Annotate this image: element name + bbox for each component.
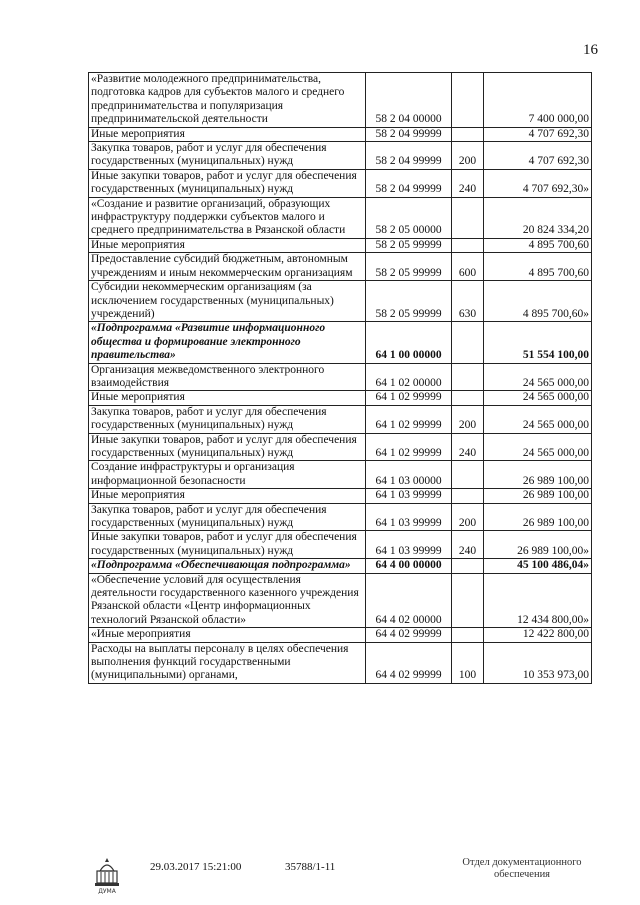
table-row bbox=[89, 253, 592, 281]
row-type-cell bbox=[452, 127, 484, 141]
row-type-cell bbox=[452, 628, 484, 642]
row-name-cell: Иные мероприятия bbox=[89, 391, 366, 405]
table-row bbox=[89, 127, 592, 141]
row-code-cell: 58 2 04 00000 bbox=[366, 73, 452, 128]
row-code-cell: 64 1 02 99999 bbox=[366, 391, 452, 405]
footer-doc-number: 35788/1-11 bbox=[285, 861, 336, 873]
row-amount-cell: 4 895 700,60 bbox=[484, 253, 592, 281]
table-row bbox=[89, 642, 592, 683]
row-amount-cell: 26 989 100,00 bbox=[484, 461, 592, 489]
row-amount-cell: 12 434 800,00» bbox=[484, 573, 592, 628]
row-code-cell: 58 2 04 99999 bbox=[366, 142, 452, 170]
row-code-cell: 58 2 05 99999 bbox=[366, 238, 452, 252]
row-name-cell: Закупка товаров, работ и услуг для обеспечения государственных (муниципальных) нужд bbox=[89, 405, 366, 433]
row-code-cell: 64 4 00 00000 bbox=[366, 559, 452, 573]
row-name-cell: Создание инфраструктуры и организация информационной безопасности bbox=[89, 461, 366, 489]
table-row bbox=[89, 197, 592, 238]
row-type-cell bbox=[452, 238, 484, 252]
table-row bbox=[89, 142, 592, 170]
table-row bbox=[89, 281, 592, 322]
row-amount-cell: 26 989 100,00» bbox=[484, 531, 592, 559]
row-name-cell: Закупка товаров, работ и услуг для обеспечения государственных (муниципальных) нужд bbox=[89, 142, 366, 170]
row-code-cell: 64 1 03 99999 bbox=[366, 503, 452, 531]
row-name-cell: «Обеспечение условий для осуществления деятельности государственного казенного учреждения Рязанской области «Центр информационных технологий Рязанской области» bbox=[89, 573, 366, 628]
row-name-cell: Иные мероприятия bbox=[89, 238, 366, 252]
table-row bbox=[89, 391, 592, 405]
row-amount-cell: 24 565 000,00 bbox=[484, 391, 592, 405]
row-code-cell: 58 2 04 99999 bbox=[366, 127, 452, 141]
table-row bbox=[89, 405, 592, 433]
row-amount-cell: 4 707 692,30 bbox=[484, 142, 592, 170]
row-code-cell: 64 4 02 99999 bbox=[366, 642, 452, 683]
row-code-cell: 64 1 00 00000 bbox=[366, 322, 452, 363]
table-row bbox=[89, 169, 592, 197]
row-amount-cell: 4 895 700,60 bbox=[484, 238, 592, 252]
row-code-cell: 58 2 05 99999 bbox=[366, 253, 452, 281]
row-code-cell: 64 1 02 00000 bbox=[366, 363, 452, 391]
row-type-cell: 200 bbox=[452, 405, 484, 433]
row-amount-cell: 24 565 000,00 bbox=[484, 405, 592, 433]
row-type-cell: 200 bbox=[452, 142, 484, 170]
logo-text: ДУМА bbox=[98, 888, 116, 895]
row-code-cell: 58 2 05 00000 bbox=[366, 197, 452, 238]
row-type-cell bbox=[452, 461, 484, 489]
row-type-cell bbox=[452, 489, 484, 503]
row-amount-cell: 45 100 486,04» bbox=[484, 559, 592, 573]
row-amount-cell: 20 824 334,20 bbox=[484, 197, 592, 238]
budget-table-body bbox=[89, 73, 592, 684]
row-name-cell: Организация межведомственного электронного взаимодействия bbox=[89, 363, 366, 391]
row-code-cell: 58 2 04 99999 bbox=[366, 169, 452, 197]
row-type-cell: 200 bbox=[452, 503, 484, 531]
row-type-cell: 240 bbox=[452, 433, 484, 461]
row-code-cell: 64 1 02 99999 bbox=[366, 405, 452, 433]
row-type-cell bbox=[452, 573, 484, 628]
row-code-cell: 64 1 03 00000 bbox=[366, 461, 452, 489]
row-name-cell: Иные закупки товаров, работ и услуг для обеспечения государственных (муниципальных) нужд bbox=[89, 169, 366, 197]
budget-table bbox=[88, 72, 592, 684]
table-row bbox=[89, 461, 592, 489]
row-type-cell bbox=[452, 559, 484, 573]
footer-date: 29.03.2017 15:21:00 bbox=[150, 861, 242, 873]
row-type-cell bbox=[452, 391, 484, 405]
row-name-cell: Иные закупки товаров, работ и услуг для обеспечения государственных (муниципальных) нужд bbox=[89, 531, 366, 559]
row-amount-cell: 24 565 000,00 bbox=[484, 363, 592, 391]
row-type-cell bbox=[452, 322, 484, 363]
row-name-cell: «Иные мероприятия bbox=[89, 628, 366, 642]
table-row bbox=[89, 489, 592, 503]
table-row bbox=[89, 559, 592, 573]
table-row bbox=[89, 573, 592, 628]
row-amount-cell: 51 554 100,00 bbox=[484, 322, 592, 363]
row-code-cell: 64 1 03 99999 bbox=[366, 489, 452, 503]
row-amount-cell: 10 353 973,00 bbox=[484, 642, 592, 683]
row-type-cell bbox=[452, 197, 484, 238]
footer-department: Отдел документационного обеспечения bbox=[462, 857, 582, 880]
row-amount-cell: 7 400 000,00 bbox=[484, 73, 592, 128]
row-code-cell: 64 4 02 99999 bbox=[366, 628, 452, 642]
table-row bbox=[89, 628, 592, 642]
row-name-cell: «Подпрограмма «Развитие информационного общества и формирование электронного правительства» bbox=[89, 322, 366, 363]
row-amount-cell: 26 989 100,00 bbox=[484, 503, 592, 531]
row-name-cell: «Создание и развитие организаций, образующих инфраструктуру поддержки субъектов малого и среднего предпринимательства в Рязанской области bbox=[89, 197, 366, 238]
row-amount-cell: 12 422 800,00 bbox=[484, 628, 592, 642]
row-name-cell: Иные закупки товаров, работ и услуг для обеспечения государственных (муниципальных) нужд bbox=[89, 433, 366, 461]
row-amount-cell: 4 707 692,30» bbox=[484, 169, 592, 197]
row-type-cell: 600 bbox=[452, 253, 484, 281]
row-code-cell: 58 2 05 99999 bbox=[366, 281, 452, 322]
table-row bbox=[89, 503, 592, 531]
table-row bbox=[89, 322, 592, 363]
table-row bbox=[89, 238, 592, 252]
duma-logo bbox=[92, 855, 122, 895]
row-type-cell: 240 bbox=[452, 531, 484, 559]
row-name-cell: Расходы на выплаты персоналу в целях обеспечения выполнения функций государственными (муниципальными) органами, bbox=[89, 642, 366, 683]
row-code-cell: 64 4 02 00000 bbox=[366, 573, 452, 628]
row-name-cell: «Развитие молодежного предпринимательства, подготовка кадров для субъектов малого и среднего предпринимательства и популяризация предпринимательской деятельности bbox=[89, 73, 366, 128]
table-row bbox=[89, 363, 592, 391]
row-amount-cell: 26 989 100,00 bbox=[484, 489, 592, 503]
row-name-cell: «Подпрограмма «Обеспечивающая подпрограмма» bbox=[89, 559, 366, 573]
row-name-cell: Иные мероприятия bbox=[89, 127, 366, 141]
row-name-cell: Предоставление субсидий бюджетным, автономным учреждениям и иным некоммерческим организациям bbox=[89, 253, 366, 281]
row-type-cell: 630 bbox=[452, 281, 484, 322]
row-type-cell bbox=[452, 73, 484, 128]
row-type-cell: 240 bbox=[452, 169, 484, 197]
row-amount-cell: 4 707 692,30 bbox=[484, 127, 592, 141]
row-code-cell: 64 1 03 99999 bbox=[366, 531, 452, 559]
table-row bbox=[89, 73, 592, 128]
row-name-cell: Иные мероприятия bbox=[89, 489, 366, 503]
row-name-cell: Субсидии некоммерческим организациям (за исключением государственных (муниципальных) учреждений) bbox=[89, 281, 366, 322]
row-type-cell bbox=[452, 363, 484, 391]
page-number: 16 bbox=[583, 42, 598, 58]
row-name-cell: Закупка товаров, работ и услуг для обеспечения государственных (муниципальных) нужд bbox=[89, 503, 366, 531]
table-row bbox=[89, 433, 592, 461]
row-code-cell: 64 1 02 99999 bbox=[366, 433, 452, 461]
table-row bbox=[89, 531, 592, 559]
row-type-cell: 100 bbox=[452, 642, 484, 683]
row-amount-cell: 24 565 000,00 bbox=[484, 433, 592, 461]
row-amount-cell: 4 895 700,60» bbox=[484, 281, 592, 322]
